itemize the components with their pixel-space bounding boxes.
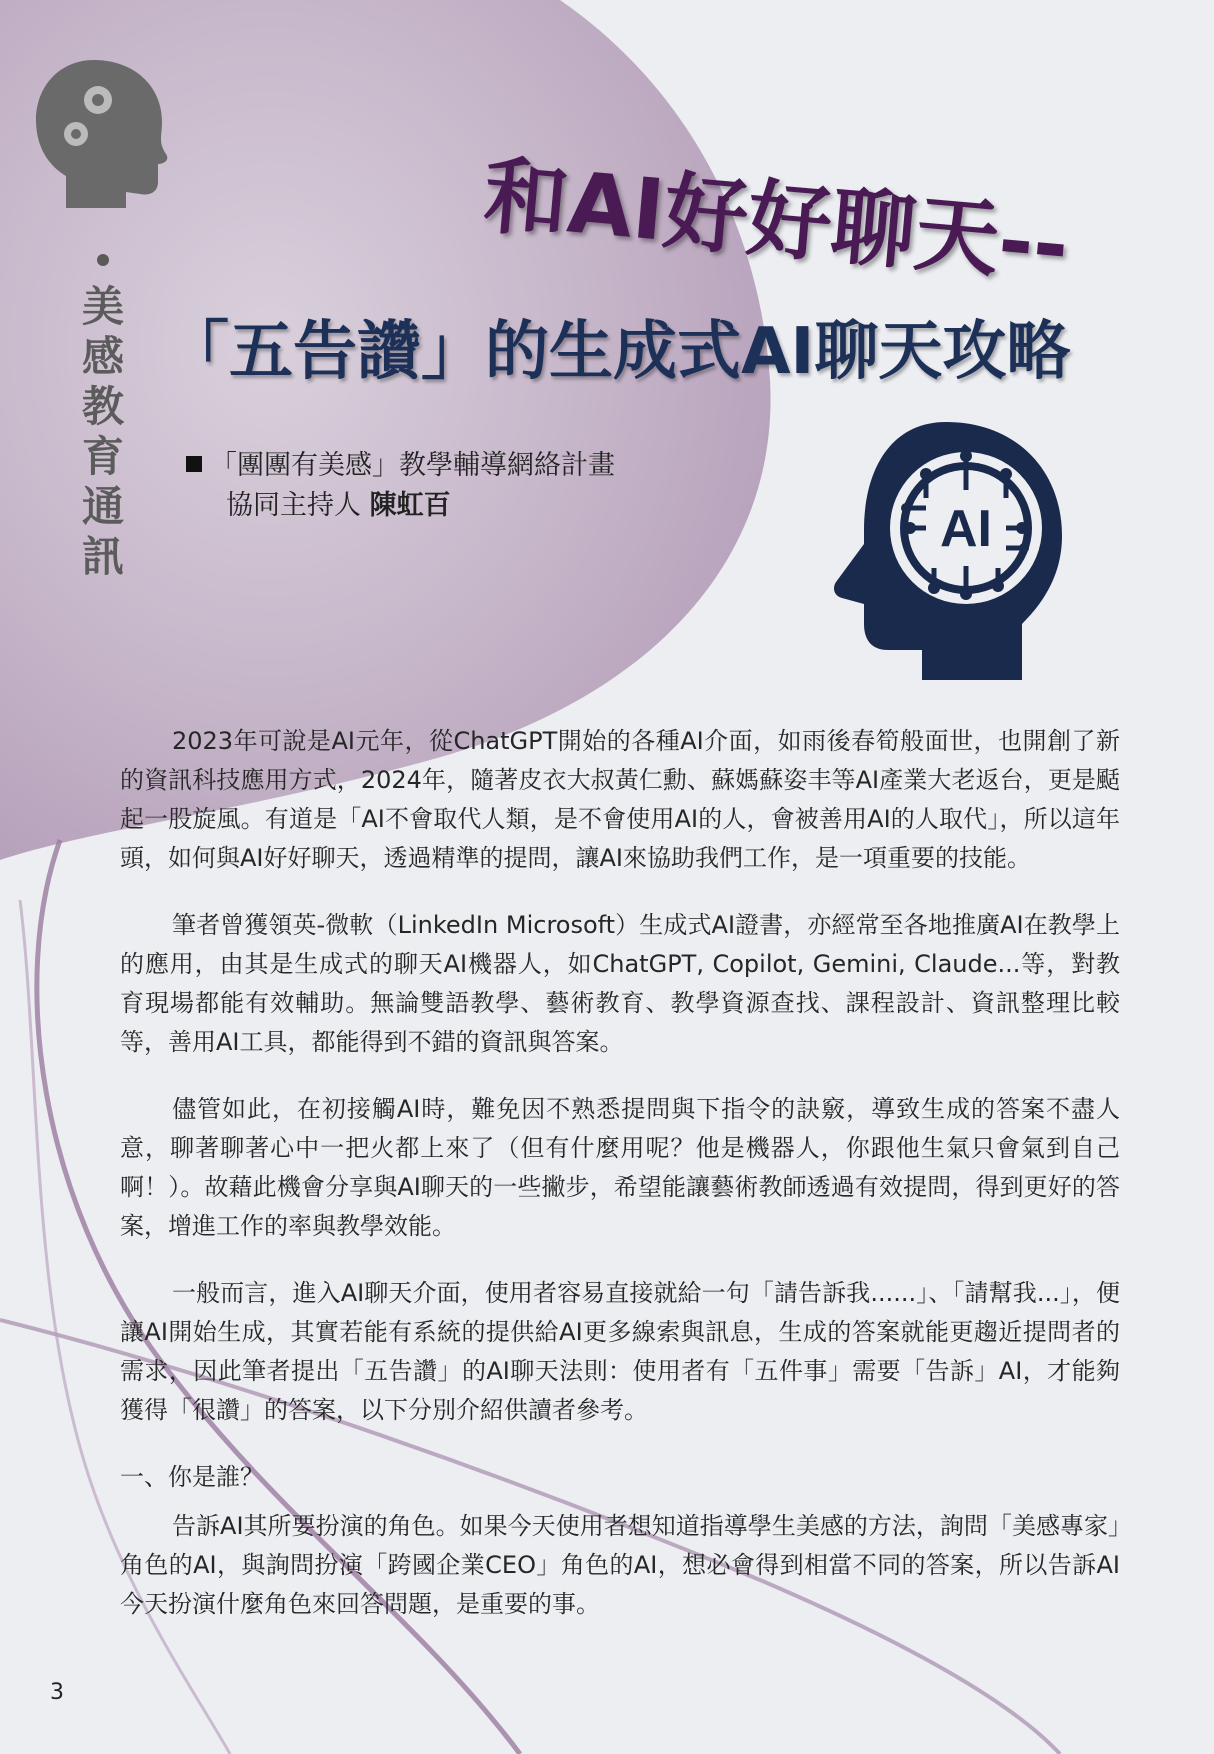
page-title: 和AI好好聊天-- xyxy=(480,146,1073,295)
ai-head-icon xyxy=(826,418,1066,680)
author-name: 陳虹百 xyxy=(369,490,451,521)
brain-gear-head-icon xyxy=(34,58,170,208)
side-tag-char: 通 xyxy=(81,482,124,531)
side-tag-char: 育 xyxy=(81,432,124,481)
paragraph-2: 筆者曾獲領英-微軟（LinkedIn Microsoft）生成式AI證書，亦經常至各地推廣AI在教學上的應用，由其是生成式的聊天AI機器人，如ChatGPT, Copilot, Gemini, Claude...等，對教育現場都能有效輔助。無論雙語教學、藝術教育、教學資源查找、課程設計、資訊整理比較等，善用AI工具，都能得到不錯的資訊與答案。 xyxy=(120,911,1120,1056)
ai-badge-label: AI xyxy=(940,500,992,558)
article-body xyxy=(120,722,1120,1652)
side-tag xyxy=(76,282,130,582)
section-heading: 一、你是誰？ xyxy=(120,1463,264,1491)
square-bullet-icon xyxy=(186,456,202,472)
bullet-dot xyxy=(97,254,109,266)
paragraph-1: 2023年可說是AI元年，從ChatGPT開始的各種AI介面，如雨後春筍般面世，也開創了新的資訊科技應用方式，2024年，隨著皮衣大叔黃仁勳、蘇媽蘇姿丰等AI產業大老返台，更是颳起一股旋風。有道是「AI不會取代人類，是不會使用AI的人，會被善用AI的人取代」，所以這年頭，如何與AI好好聊天，透過精準的提問，讓AI來協助我們工作，是一項重要的技能。 xyxy=(120,727,1120,872)
side-tag-char: 美 xyxy=(81,282,124,331)
side-tag-char: 感 xyxy=(81,332,124,381)
side-tag-char: 教 xyxy=(81,382,124,431)
byline xyxy=(186,446,615,526)
project-name: 「團團有美感」教學輔導網絡計畫 xyxy=(210,450,615,481)
author-role: 協同主持人 xyxy=(226,490,361,521)
side-tag-char: 訊 xyxy=(81,532,124,581)
page-number: 3 xyxy=(50,1680,64,1705)
paragraph-4: 一般而言，進入AI聊天介面，使用者容易直接就給一句「請告訴我......」、「請幫我...」，便讓AI開始生成，其實若能有系統的提供給AI更多線索與訊息，生成的答案就能更趨近提問者的需求，因此筆者提出「五告讚」的AI聊天法則：使用者有「五件事」需要「告訴」AI，才能夠獲得「很讚」的答案，以下分別介紹供讀者參考。 xyxy=(120,1279,1120,1424)
page-subtitle: 「五告讚」的生成式AI聊天攻略 xyxy=(165,315,1071,389)
paragraph-3: 儘管如此，在初接觸AI時，難免因不熟悉提問與下指令的訣竅，導致生成的答案不盡人意，聊著聊著心中一把火都上來了（但有什麼用呢？他是機器人，你跟他生氣只會氣到自己啊！）。故藉此機會分享與AI聊天的一些撇步，希望能讓藝術教師透過有效提問，得到更好的答案，增進工作的率與教學效能。 xyxy=(120,1095,1120,1240)
section-paragraph: 告訴AI其所要扮演的角色。如果今天使用者想知道指導學生美感的方法，詢問「美感專家」角色的AI，與詢問扮演「跨國企業CEO」角色的AI，想必會得到相當不同的答案，所以告訴AI今天扮演什麼角色來回答問題，是重要的事。 xyxy=(120,1512,1120,1618)
